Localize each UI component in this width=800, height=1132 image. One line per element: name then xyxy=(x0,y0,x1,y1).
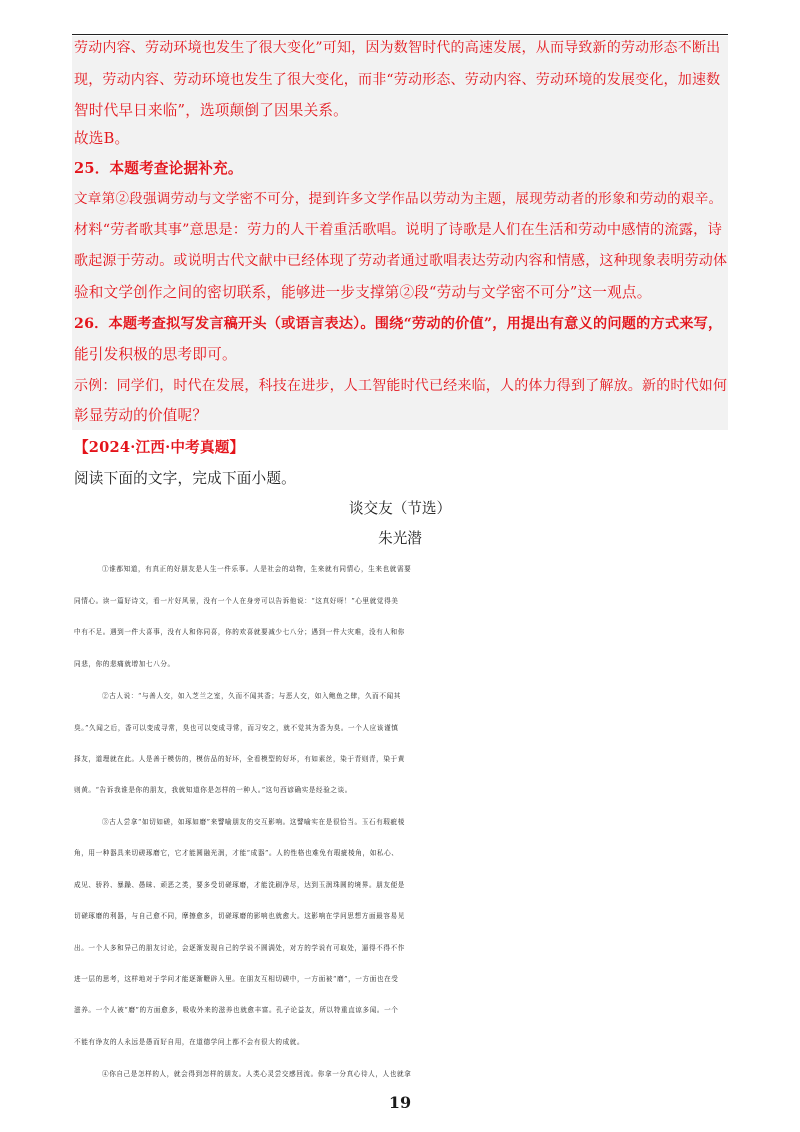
article-author: 朱光潜 xyxy=(378,530,422,547)
answer-line: 智时代早日来临”，选项颠倒了因果关系。 xyxy=(74,102,348,119)
q26-example: 彰显劳动的价值呢？ xyxy=(74,407,208,424)
article-line: 进一层的思考，这样地对于学问才能逐渐鞭辟入里。在朋友互相切磋中，一方面被“磨”，一方面也在受 xyxy=(74,975,399,983)
article-line: 不能有诤友的人永远是愚而好自用，在道德学问上都不会有很大的成就。 xyxy=(74,1038,305,1046)
article-line: ④你自己是怎样的人，就会得到怎样的朋友。人类心灵尝交感回流。你拿一分真心待人，人也就拿 xyxy=(102,1070,412,1078)
q25-line: 验和文学创作之间的密切联系，能够进一步支撑第②段“劳动与文学密不可分”这一观点。 xyxy=(74,284,652,301)
q26-line: 能引发积极的思考即可。 xyxy=(74,346,237,363)
article-line: 臭。”久闻之后，香可以变成寻常，臭也可以变成寻常，而习安之，就不觉其为香为臭。一个人应该谨慎 xyxy=(74,724,399,732)
answer-line: 现，劳动内容、劳动环境也发生了很大变化，而非“劳动形态、劳动内容、劳动环境的发展变化，加速数 xyxy=(74,72,721,88)
q25-title: 25．本题考查论据补充。 xyxy=(74,160,243,177)
section-tag: 【2024·江西·中考真题】 xyxy=(74,439,245,456)
article-line: 中有不足。遇到一件大喜事，没有人和你同喜，你的欢喜就要减少七八分；遇到一件大灾难，没有人和你 xyxy=(74,628,405,636)
article-line: 滋养。一个人被“磨”的方面愈多，吸收外来的滋养也就愈丰富。孔子论益友，所以特重直谅多闻。一个 xyxy=(74,1006,399,1014)
page-number: 19 xyxy=(388,1093,412,1112)
q26-example: 示例：同学们，时代在发展，科技在进步，人工智能时代已经来临，人的体力得到了解放。新的时代如何 xyxy=(74,378,728,394)
answer-line: 劳动内容、劳动环境也发生了很大变化”可知，因为数智时代的高速发展，从而导致新的劳动形态不断出 xyxy=(74,40,721,56)
article-line: 同悲，你的悲痛就增加七八分。 xyxy=(74,660,175,668)
article-line: ①谁都知道，有真正的好朋友是人生一件乐事。人是社会的动物，生来就有同情心，生来也就需要 xyxy=(102,565,412,573)
article-line: 则黄。“告诉我谁是你的朋友，我就知道你是怎样的一种人。”这句西谚确实是经验之谈。 xyxy=(74,786,353,794)
article-line: 角，用一种器具来切磋琢磨它，它才能圆融光润，才能“成器”。人的性格也难免有瑕疵棱角，如私心、 xyxy=(74,849,399,857)
article-title: 谈交友（节选） xyxy=(348,500,452,517)
q25-line: 材料“劳者歌其事”意思是：劳力的人干着重活歌唱。说明了诗歌是人们在生活和劳动中感情的流露，诗 xyxy=(74,222,722,238)
instruction: 阅读下面的文字，完成下面小题。 xyxy=(74,470,296,487)
article-line: 切磋琢磨的利器，与自己愈不同，摩擦愈多，切磋琢磨的影响也就愈大。这影响在学问思想方面最容易见 xyxy=(74,912,405,920)
q25-line: 文章第②段强调劳动与文学密不可分，提到许多文学作品以劳动为主题，展现劳动者的形象和劳动的艰辛。 xyxy=(74,191,723,207)
article-line: 成见、骄矜、暴躁、愚昧、顽恶之类，要多受切磋琢磨，才能洗刷净尽，达到玉润珠圆的境界。朋友便是 xyxy=(74,881,405,889)
article-line: ③古人尝拿“如切如磋，如琢如磨”来譬喻朋友的交互影响。这譬喻实在是很恰当。玉石有瑕疵棱 xyxy=(102,818,405,826)
q25-line: 歌起源于劳动。或说明古代文献中已经体现了劳动者通过歌唱表达劳动内容和情感，这种现象表明劳动体 xyxy=(74,253,728,269)
top-rule xyxy=(72,34,728,35)
article-line: 同情心。读一篇好诗文，看一片好风景，没有一个人在身旁可以告诉他说：“这真好呀！”心里就觉得美 xyxy=(74,597,399,605)
q26-title: 26．本题考查拟写发言稿开头（或语言表达）。围绕“劳动的价值”，用提出有意义的问题的方式来写， xyxy=(74,316,723,332)
article-line: 出。一个人多和异己的朋友讨论，会逐渐发现自己的学说不圆满处，对方的学说有可取处，逼得不得不作 xyxy=(74,944,405,952)
answer-choice: 故选B。 xyxy=(74,130,130,147)
article-line: ②古人说：“与善人交，如入芝兰之室，久而不闻其香；与恶人交，如入鲍鱼之肆，久而不闻其 xyxy=(102,692,401,700)
article-line: 择友，道理就在此。人是善于模仿的，模仿品的好坏，全看模型的好坏，有如素丝，染于青则青，染于黄 xyxy=(74,755,405,763)
